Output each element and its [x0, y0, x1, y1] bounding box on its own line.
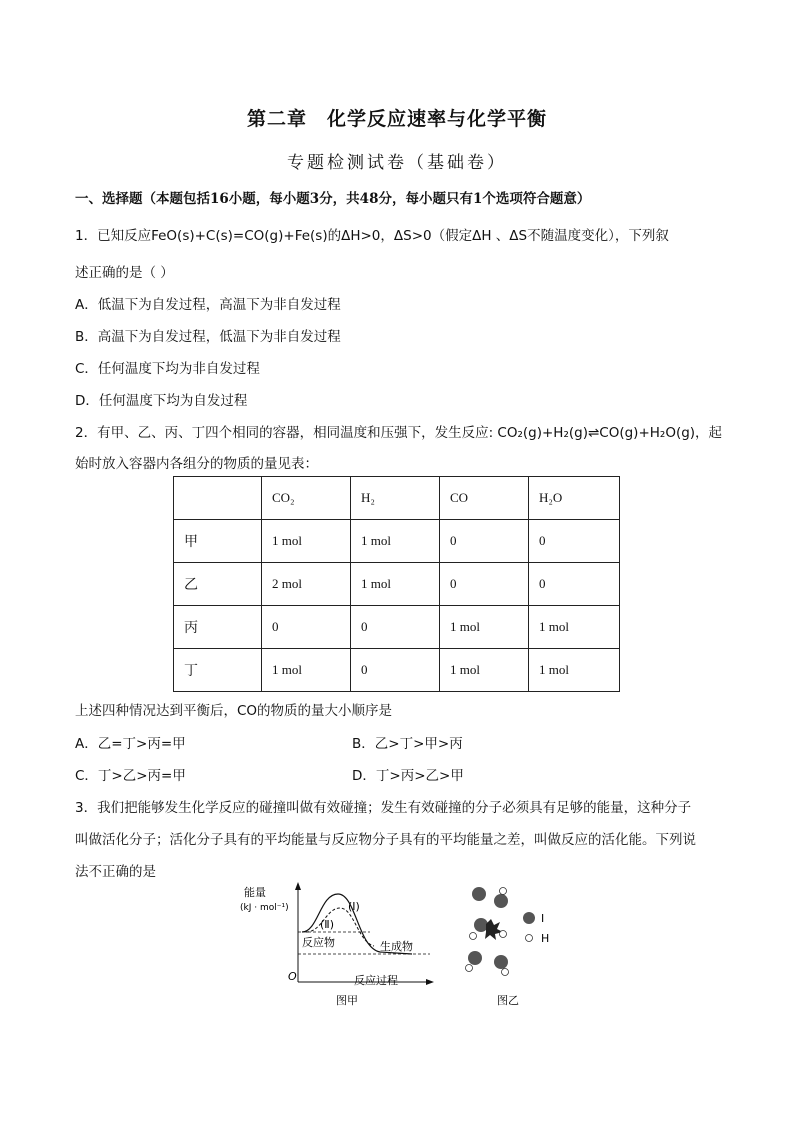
- table-cell: 0: [262, 606, 351, 649]
- table-cell: 1 mol: [440, 606, 529, 649]
- table-header-cell: CO: [440, 477, 529, 520]
- table-row: [174, 563, 620, 606]
- iodine-atom-icon: [494, 894, 508, 908]
- legend-label-h: H: [541, 932, 550, 945]
- page-subtitle: 专题检测试卷（基础卷）: [287, 153, 507, 173]
- reactants-label: 反应物: [302, 936, 335, 949]
- origin-label: O: [288, 970, 297, 983]
- q1-option-a: A．低温下为自发过程，高温下为非自发过程: [75, 297, 341, 313]
- products-label: 生成物: [380, 940, 413, 953]
- x-label: 反应过程: [354, 974, 398, 987]
- page-title: 第二章 化学反应速率与化学平衡: [246, 108, 547, 130]
- legend-label-i: I: [541, 912, 545, 925]
- q2-stem-line2: 始时放入容器内各组分的物质的量见表：: [75, 456, 318, 472]
- table-cell: 丁: [174, 649, 262, 692]
- table-header-cell: [174, 477, 262, 520]
- x-axis-arrow: [426, 979, 434, 985]
- q3-stem-line1: 3．我们把能够发生化学反应的碰撞叫做有效碰撞；发生有效碰撞的分子必须具有足够的能量，这种分子: [75, 800, 692, 816]
- hydrogen-atom-icon: [502, 969, 509, 976]
- hydrogen-atom-icon: [500, 888, 507, 895]
- q2-option-b: B．乙>丁>甲>丙: [352, 736, 463, 752]
- q2-option-c: C．丁>乙>丙=甲: [75, 768, 186, 784]
- table-cell: 2 mol: [262, 563, 351, 606]
- hydrogen-atom-icon: [470, 933, 477, 940]
- table-cell: 0: [440, 563, 529, 606]
- q3-stem-line2: 叫做活化分子；活化分子具有的平均能量与反应物分子具有的平均能量之差，叫做反应的活化能。下列说: [75, 832, 696, 848]
- table-row: [174, 649, 620, 692]
- iodine-legend-icon: [523, 912, 535, 924]
- table-cell: 1 mol: [351, 520, 440, 563]
- hydrogen-legend-icon: [526, 935, 533, 942]
- iodine-atom-icon: [494, 955, 508, 969]
- table-cell: 乙: [174, 563, 262, 606]
- table-cell: 0: [351, 649, 440, 692]
- fig2-caption: 图乙: [497, 994, 519, 1007]
- fig1-caption: 图甲: [336, 994, 358, 1007]
- table-header-cell: H₂: [351, 477, 440, 520]
- table-row: [174, 606, 620, 649]
- table-row: [174, 520, 620, 563]
- q3-stem-line3: 法不正确的是: [75, 864, 156, 880]
- y-label-energy: 能量: [244, 886, 266, 899]
- table-cell: 甲: [174, 520, 262, 563]
- q1-option-d: D．任何温度下均为自发过程: [75, 393, 248, 409]
- q2-option-a: A．乙=丁>丙=甲: [75, 736, 186, 752]
- hydrogen-atom-icon: [466, 965, 473, 972]
- table-cell: 1 mol: [351, 563, 440, 606]
- q1-option-c: C．任何温度下均为非自发过程: [75, 361, 260, 377]
- q1-stem-line2: 述正确的是（ ）: [75, 265, 174, 281]
- table-cell: 丙: [174, 606, 262, 649]
- table-cell: 1 mol: [529, 649, 620, 692]
- hydrogen-atom-icon: [500, 931, 507, 938]
- collision-spark-icon: [485, 919, 503, 940]
- table-cell: 1 mol: [529, 606, 620, 649]
- y-label-unit: (kJ · mol⁻¹): [240, 903, 289, 913]
- table-header-row: [174, 477, 620, 520]
- table-header-cell: CO₂: [262, 477, 351, 520]
- section-heading: 一、选择题（本题包括16小题，每小题3分，共48分，每小题只有1个选项符合题意）: [75, 191, 591, 207]
- q1-option-b: B．高温下为自发过程，低温下为非自发过程: [75, 329, 341, 345]
- q2-after-table: 上述四种情况达到平衡后，CO的物质的量大小顺序是: [75, 703, 393, 719]
- table-cell: 1 mol: [262, 649, 351, 692]
- iodine-atom-icon: [474, 918, 488, 932]
- table-cell: 0: [440, 520, 529, 563]
- energy-profile-figure: [240, 880, 440, 1015]
- table-cell: 1 mol: [440, 649, 529, 692]
- table-cell: 1 mol: [262, 520, 351, 563]
- table-cell: 0: [351, 606, 440, 649]
- initial-amount-table: [173, 476, 620, 692]
- table-cell: 0: [529, 520, 620, 563]
- table-cell: 0: [529, 563, 620, 606]
- curve-label-two: (Ⅱ): [320, 918, 334, 931]
- q2-option-d: D．丁>丙>乙>甲: [352, 768, 464, 784]
- q2-stem-line1: 2．有甲、乙、丙、丁四个相同的容器，相同温度和压强下，发生反应: CO₂(g)+H₂(g)⇌CO(g)+H₂O(g)，起: [75, 425, 723, 441]
- table-header-cell: H₂O: [529, 477, 620, 520]
- curve-label-one: (Ⅰ): [348, 900, 360, 913]
- iodine-atom-icon: [468, 951, 482, 965]
- y-axis-arrow: [295, 882, 301, 890]
- iodine-atom-icon: [472, 887, 486, 901]
- collision-figure: [455, 880, 575, 1015]
- q1-stem-line1: 1．已知反应FeO(s)+C(s)=CO(g)+Fe(s)的ΔH>0，ΔS>0（假定ΔH 、ΔS不随温度变化），下列叙: [75, 228, 669, 244]
